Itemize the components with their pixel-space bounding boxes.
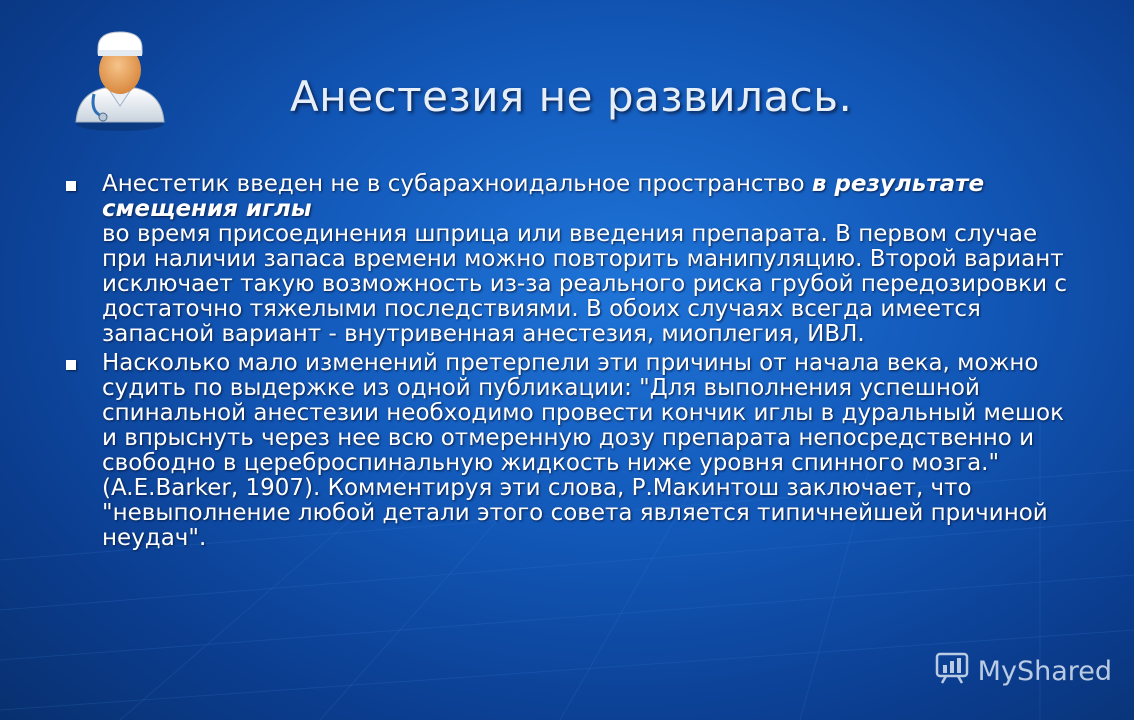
- slide-content: [62, 172, 1082, 555]
- square-bullet-icon: [66, 181, 76, 191]
- watermark-text: MyShared: [977, 656, 1112, 687]
- bullet-text: Насколько мало изменений претерпели эти причины от начала века, можно судить по выдержке из одной публикации: "Для выполнения успешной спинальной анестезии необходимо провести кончик иглы в дуральный мешок и впрыснуть через нее всю отмеренную дозу препарата непосредственно и свободно в цереброспинальную жидкость ниже уровня спинного мозга." (A.E.Barker, 1907). Комментируя эти слова, Р.Макинтош заключает, что "невыполнение любой детали этого совета является типичнейшей причиной неудач".: [102, 350, 1064, 551]
- slide-title: Анестезия не развилась.: [290, 72, 853, 121]
- bullet-lead-text: Анестетик введен не в субарахноидальное пространство: [102, 171, 812, 197]
- bullet-item-barker-quote: [62, 351, 1082, 551]
- bullet-rest-text: во время присоединения шприца или введения препарата. В первом случае при наличии запаса времени можно повторить манипуляцию. Второй вариант исключает такую возможность из-за реального риска грубой передозировки с достаточно тяжелыми последствиями. В обоих случаях всегда имеется запасной вариант - внутривенная анестезия, миоплегия, ИВЛ.: [102, 221, 1067, 347]
- bullet-item-needle-displacement: [62, 172, 1082, 347]
- myshared-watermark: [934, 651, 1112, 692]
- myshared-logo-icon: [934, 651, 974, 692]
- doctor-avatar-icon: [68, 24, 172, 132]
- square-bullet-icon: [66, 360, 76, 370]
- bullet-emphasis-text: в результате смещения иглы: [102, 171, 985, 222]
